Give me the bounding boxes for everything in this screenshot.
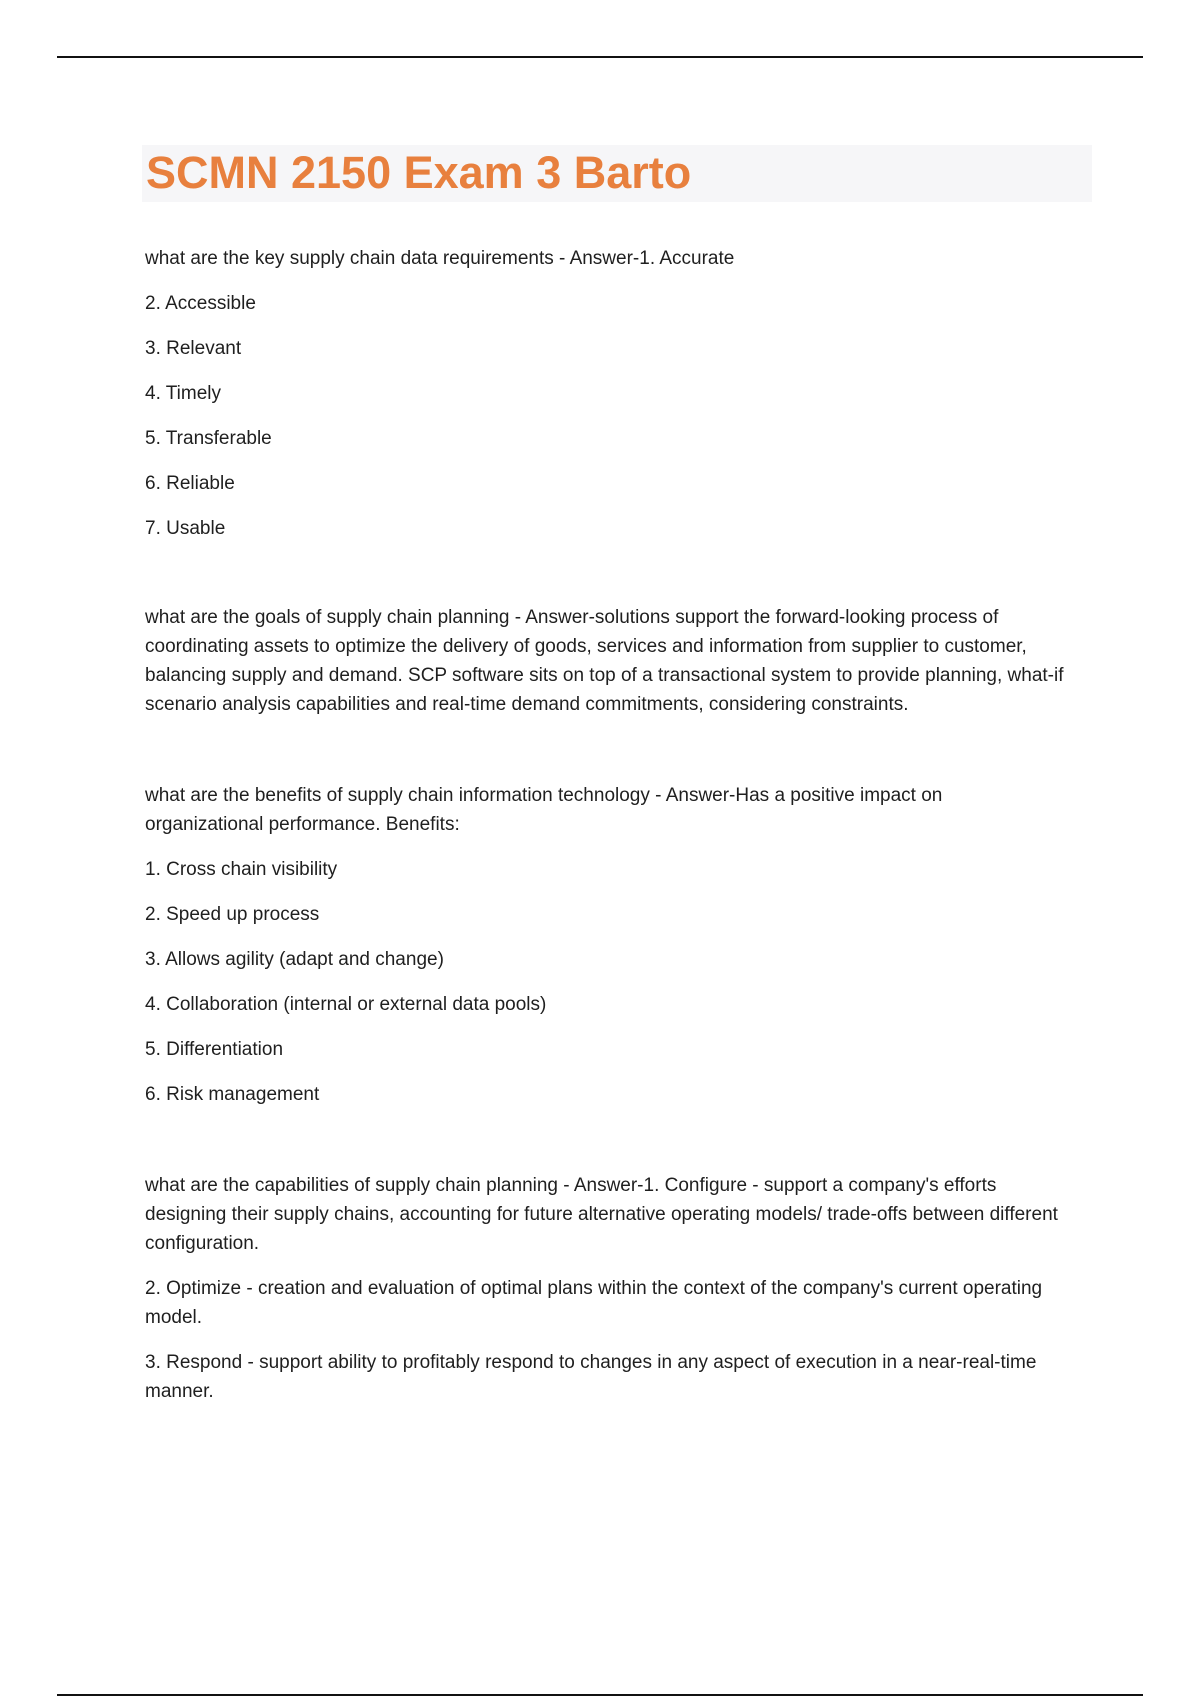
qa-block-planning-capabilities — [145, 1171, 1065, 1406]
list-item: 6. Reliable — [145, 473, 235, 494]
question-it-benefits: what are the benefits of supply chain information technology - Answer-Has a positive impact on organizational performance. Benefits: — [145, 785, 943, 835]
list-item: 3. Allows agility (adapt and change) — [145, 949, 444, 970]
bottom-rule — [57, 1694, 1143, 1696]
document-body — [145, 244, 1065, 1406]
qa-block-data-requirements — [145, 244, 1065, 543]
list-item: 2. Speed up process — [145, 904, 320, 925]
top-rule — [57, 56, 1143, 58]
list-item: 3. Respond - support ability to profitably respond to changes in any aspect of execution in a near-real-time manner. — [145, 1352, 1037, 1402]
list-item: 5. Transferable — [145, 428, 272, 449]
document-title: SCMN 2150 Exam 3 Barto — [146, 147, 692, 198]
list-item: 4. Timely — [145, 383, 222, 404]
list-item: 1. Cross chain visibility — [145, 859, 338, 880]
question-data-requirements: what are the key supply chain data requirements - Answer-1. Accurate — [145, 248, 735, 269]
list-item: 2. Optimize - creation and evaluation of optimal plans within the context of the company's current operating model. — [145, 1278, 1043, 1328]
qa-block-it-benefits — [145, 781, 1065, 1109]
list-item: 7. Usable — [145, 518, 226, 539]
qa-block-planning-goals — [145, 603, 1065, 719]
list-item: 3. Relevant — [145, 338, 242, 359]
question-planning-goals: what are the goals of supply chain planning - Answer-solutions support the forward-looking process of coordinating assets to optimize the delivery of goods, services and information from supplier to customer, balancing supply and demand. SCP software sits on top of a transactional system to provide planning, what-if scenario analysis capabilities and real-time demand commitments, considering constraints. — [145, 607, 1064, 715]
question-planning-capabilities: what are the capabilities of supply chain planning - Answer-1. Configure - support a company's efforts designing their supply chains, accounting for future alternative operating models/ trade-offs between different configuration. — [145, 1175, 1058, 1254]
list-item: 6. Risk management — [145, 1084, 320, 1105]
list-item: 2. Accessible — [145, 293, 256, 314]
list-item: 4. Collaboration (internal or external data pools) — [145, 994, 547, 1015]
list-item: 5. Differentiation — [145, 1039, 284, 1060]
